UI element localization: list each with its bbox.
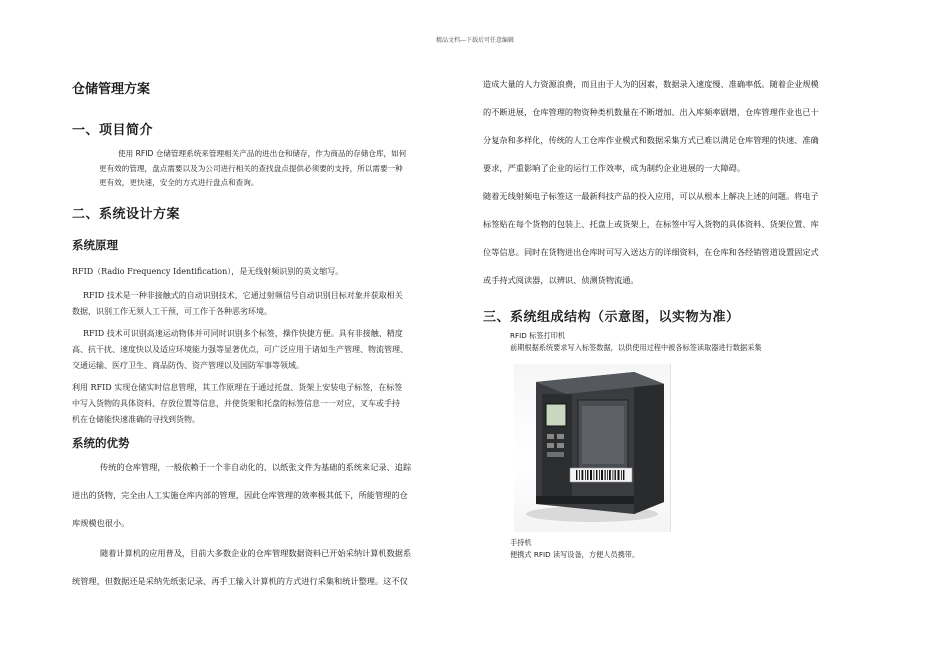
text-line: 利用 RFID 实现仓储实时信息管理，其工作原理在于通过托盘、货架上安装电子标签，在标签 xyxy=(72,382,403,392)
text-line: RFID 技术可识别高速运动物体并可同时识别多个标签，操作快捷方便。具有非接触、精度 xyxy=(83,328,403,338)
right-column xyxy=(483,70,883,354)
document-title: 仓储管理方案 xyxy=(72,82,151,97)
text-line: 进出的货物，完全由人工实施仓库内部的管理，因此仓库管理的效率极其低下，所能管理的仓 xyxy=(72,489,408,500)
printer-label: RFID 标签打印机 xyxy=(510,331,566,340)
text-line: 标签贴在每个货物的包装上、托盘上或货架上，在标签中写入货物的具体资料、货架位置、库 xyxy=(483,219,819,229)
text-line: 分复杂和多样化，传统的人工仓库作业模式和数据采集方式已难以满足仓库管理的快速、准确 xyxy=(483,135,819,145)
advantage-paragraph-1 xyxy=(72,453,467,537)
printer-description: 前期根据系统要求写入标签数据，以供使用过程中被各标签读取器进行数据采集 xyxy=(510,343,762,352)
continued-paragraph xyxy=(483,70,883,182)
printer-caption xyxy=(483,330,883,354)
text-line: 传统的仓库管理，一般依赖于一个非自动化的、以纸张文件为基础的系统来记录、追踪 xyxy=(100,461,412,472)
text-line: 随着无线射频电子标签这一最新科技产品的投入应用，可以从根本上解决上述的问题。将电子 xyxy=(483,191,819,201)
section2-heading: 二、系统设计方案 xyxy=(72,206,181,222)
text-line: 高、抗干扰、速度快以及适应环境能力强等显著优点，可广泛应用于诸如生产管理、物流管理、 xyxy=(72,344,408,354)
handheld-caption xyxy=(510,537,639,561)
label-printer-icon xyxy=(514,364,670,532)
advantage-paragraph-2 xyxy=(72,539,467,595)
handheld-label: 手持机 xyxy=(510,538,532,547)
rfid-solution-paragraph xyxy=(483,182,883,294)
text-line: 要求，严重影响了企业的运行工作效率，成为制约企业进展的一大障碍。 xyxy=(483,163,746,173)
intro-paragraph xyxy=(72,147,467,191)
intro-line: 更有效，更快速，安全的方式进行盘点和查询。 xyxy=(99,178,259,187)
text-line: 或手持式阅读器，以辨识、侦测货物流通。 xyxy=(483,275,639,285)
text-line: 造成大量的人力资源浪费，而且由于人为的因素，数据录入速度慢、准确率低。随着企业规模 xyxy=(483,79,819,89)
section1-heading: 一、项目简介 xyxy=(72,123,154,138)
text-line: 位等信息。同时在货物进出仓库时可写入送达方的详细资料，在仓库和各经销管道设置固定式 xyxy=(483,247,819,257)
text-line: 库规模也很小。 xyxy=(72,517,130,528)
text-line: 统管理，但数据还是采纳先纸张记录、再手工输入计算机的方式进行采集和统计整理。这不仅 xyxy=(72,575,408,586)
handheld-description: 便携式 RFID 读写设备，方便人员携带。 xyxy=(510,550,640,559)
principle-heading: 系统原理 xyxy=(72,237,118,252)
principle-paragraph-3 xyxy=(72,326,467,374)
text-line: RFID 技术是一种非接触式的自动识别技术，它通过射频信号自动识别目标对象并获取相关 xyxy=(83,290,403,300)
principle-paragraph-4 xyxy=(72,380,467,428)
principle-definition: RFID（Radio Frequency Identification），是无线射频识别的英文缩写。 xyxy=(72,266,344,276)
principle-paragraph-2 xyxy=(72,288,467,320)
text-line: 机在仓储能快速准确的寻找到货物。 xyxy=(72,414,200,424)
intro-line: 使用 RFID 仓储管理系统来管理相关产品的进出仓和储存，作为商品的存储仓库，如何 xyxy=(118,149,407,158)
text-line: 中写入货物的具体资料、存放位置等信息，并使货架和托盘的标签信息一一对应，叉车或手持 xyxy=(72,398,400,408)
text-line: 数据，识别工作无须人工干预，可工作于各种恶劣环境。 xyxy=(72,306,272,316)
advantage-heading: 系统的优势 xyxy=(72,435,130,450)
left-column xyxy=(72,70,467,595)
text-line: 交通运输、医疗卫生、商品防伪、资产管理以及国防军事等领域。 xyxy=(72,360,304,370)
text-line: 随着计算机的应用普及，目前大多数企业的仓库管理数据资料已开始采纳计算机数据系 xyxy=(100,547,412,558)
printer-image xyxy=(514,364,671,532)
intro-line: 更有效的管理，盘点需要以及为公司进行相关的查找盘点提供必须要的支持，所以需要一种 xyxy=(99,163,403,173)
header-note: 精品文档---下载后可任意编辑 xyxy=(435,37,515,44)
section3-heading: 三、系统组成结构（示意图，以实物为准） xyxy=(483,310,740,325)
text-line: 的不断进展，仓库管理的物资种类机数量在不断增加、出入库频率剧增，仓库管理作业也已十 xyxy=(483,107,819,117)
